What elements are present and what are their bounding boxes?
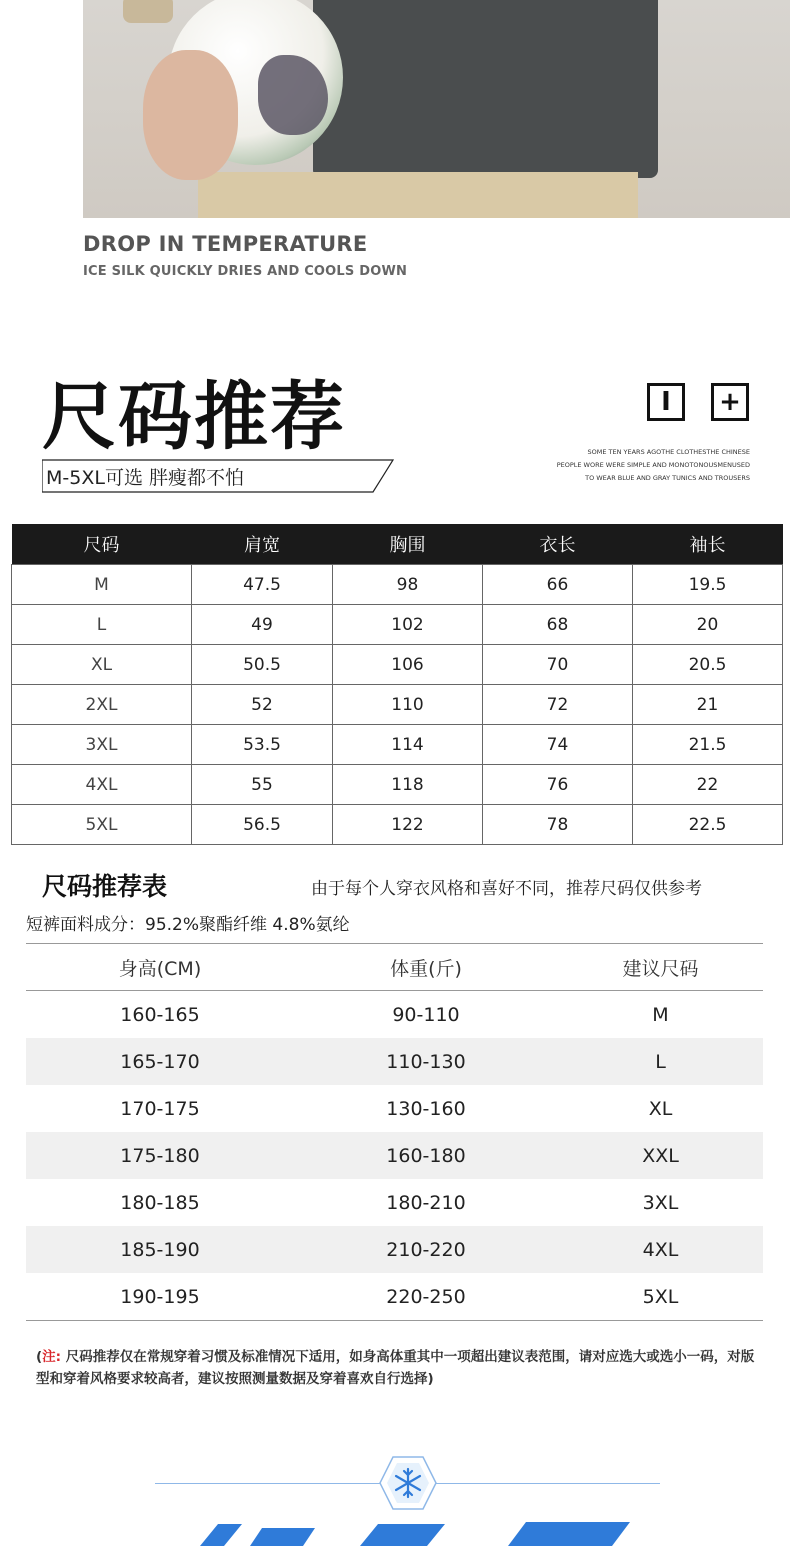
cell-weight: 210-220 xyxy=(294,1226,558,1273)
header-size: 尺码 xyxy=(12,524,192,565)
pants-shape xyxy=(198,172,638,218)
cell-length: 72 xyxy=(483,685,633,725)
cell-shoulder: 49 xyxy=(192,605,333,645)
cell-size: 4XL xyxy=(12,765,192,805)
cell-shoulder: 53.5 xyxy=(192,725,333,765)
cell-suggested-size: XXL xyxy=(558,1132,763,1179)
table-row xyxy=(12,565,783,605)
cell-length: 78 xyxy=(483,805,633,845)
cell-weight: 130-160 xyxy=(386,1097,466,1120)
cell-chest: 110 xyxy=(333,685,483,725)
tagline-text: M-5XL可选 胖瘦都不怕 xyxy=(46,467,244,489)
cell-height: 160-165 xyxy=(120,1003,200,1026)
table-row xyxy=(26,1038,763,1085)
cell-length: 70 xyxy=(483,645,633,685)
cell-sleeve: 20.5 xyxy=(633,645,783,685)
tagline-box xyxy=(42,459,392,491)
header-shoulder: 肩宽 xyxy=(192,524,333,565)
cell-height: 175-180 xyxy=(26,1132,294,1179)
table-row xyxy=(26,1085,763,1132)
cell-chest: 98 xyxy=(333,565,483,605)
cell-size: M xyxy=(12,565,192,605)
table-row xyxy=(12,685,783,725)
cell-size: XL xyxy=(12,645,192,685)
size-table-header xyxy=(12,524,783,565)
cell-sleeve: 21.5 xyxy=(633,725,783,765)
table-row xyxy=(12,605,783,645)
en-note-line: SOME TEN YEARS AGOTHE CLOTHESTHE CHINESE xyxy=(587,448,750,456)
cell-height: 170-175 xyxy=(120,1097,200,1120)
cell-size: 5XL xyxy=(12,805,192,845)
cell-suggested-size: L xyxy=(558,1038,763,1085)
cell-chest: 102 xyxy=(333,605,483,645)
cell-suggested-size: 3XL xyxy=(642,1191,679,1214)
header-height: 身高(CM) xyxy=(26,944,294,991)
product-photo xyxy=(83,0,790,218)
table-row xyxy=(26,991,763,1039)
cell-shoulder: 55 xyxy=(192,765,333,805)
cell-suggested-size: M xyxy=(652,1003,669,1026)
plus-icon: + xyxy=(711,383,749,421)
cell-chest: 114 xyxy=(333,725,483,765)
cell-shoulder: 50.5 xyxy=(192,645,333,685)
table-row xyxy=(12,645,783,685)
cell-suggested-size: XL xyxy=(648,1097,673,1120)
recommend-note: 由于每个人穿衣风格和喜好不同，推荐尺码仅供参考 xyxy=(311,879,702,899)
header-chest: 胸围 xyxy=(333,524,483,565)
hand-shape xyxy=(143,50,238,180)
size-notice xyxy=(36,1346,756,1390)
shirt-shape xyxy=(313,0,658,178)
en-note-line: PEOPLE WORE WERE SIMPLE AND MONOTONOUSMENUSED xyxy=(556,461,750,469)
cell-weight: 220-250 xyxy=(294,1273,558,1321)
en-note-line: TO WEAR BLUE AND GRAY TUNICS AND TROUSERS xyxy=(585,474,750,482)
cell-sleeve: 21 xyxy=(633,685,783,725)
cell-length: 74 xyxy=(483,725,633,765)
cell-sleeve: 22 xyxy=(633,765,783,805)
cell-size: 3XL xyxy=(12,725,192,765)
table-row xyxy=(12,765,783,805)
header-weight: 体重(斤) xyxy=(294,944,558,991)
cell-chest: 122 xyxy=(333,805,483,845)
cell-suggested-size: 5XL xyxy=(558,1273,763,1321)
notice-label: 注: xyxy=(42,1349,62,1365)
cell-sleeve: 22.5 xyxy=(633,805,783,845)
cell-shoulder: 47.5 xyxy=(192,565,333,605)
cell-height: 180-185 xyxy=(120,1191,200,1214)
recommend-table xyxy=(26,943,763,1321)
cell-length: 68 xyxy=(483,605,633,645)
table-row xyxy=(26,1226,763,1273)
table-row xyxy=(26,1132,763,1179)
snowflake-icon xyxy=(378,1455,438,1511)
table-row xyxy=(12,805,783,845)
cell-height: 190-195 xyxy=(26,1273,294,1321)
cell-weight: 160-180 xyxy=(294,1132,558,1179)
cell-weight: 90-110 xyxy=(392,1003,460,1026)
cell-length: 76 xyxy=(483,765,633,805)
size-table xyxy=(11,524,783,845)
cell-suggested-size: 4XL xyxy=(558,1226,763,1273)
cell-chest: 106 xyxy=(333,645,483,685)
table-row xyxy=(26,1273,763,1321)
fabric-composition: 短裤面料成分：95.2%聚酯纤维 4.8%氨纶 xyxy=(26,915,350,935)
table-row xyxy=(26,1179,763,1226)
notice-open-paren: ( xyxy=(36,1349,43,1365)
table-row xyxy=(12,725,783,765)
notice-text: 尺码推荐仅在常规穿着习惯及标准情况下适用，如身高体重其中一项超出建议表范围，请对应选大或选小一码，对版型和穿着风格要求较高者，建议按照测量数据及穿着喜欢自行选择) xyxy=(36,1349,755,1387)
cell-shoulder: 56.5 xyxy=(192,805,333,845)
header-length: 衣长 xyxy=(483,524,633,565)
size-section-title: 尺码推荐 xyxy=(42,374,346,460)
cell-chest: 118 xyxy=(333,765,483,805)
recommend-title: 尺码推荐表 xyxy=(42,872,168,901)
minus-icon: I xyxy=(647,383,685,421)
header-suggested-size: 建议尺码 xyxy=(558,944,763,991)
hero-title: DROP IN TEMPERATURE xyxy=(83,232,368,256)
header-sleeve: 袖长 xyxy=(633,524,783,565)
cell-size: L xyxy=(12,605,192,645)
cell-length: 66 xyxy=(483,565,633,605)
recommend-table-header xyxy=(26,944,763,991)
cell-shoulder: 52 xyxy=(192,685,333,725)
cell-size: 2XL xyxy=(12,685,192,725)
cell-weight: 180-210 xyxy=(386,1191,466,1214)
cell-weight: 110-130 xyxy=(294,1038,558,1085)
cell-sleeve: 19.5 xyxy=(633,565,783,605)
cell-height: 185-190 xyxy=(26,1226,294,1273)
cell-height: 165-170 xyxy=(26,1038,294,1085)
watch-shape xyxy=(123,0,173,23)
cell-sleeve: 20 xyxy=(633,605,783,645)
cropped-banner-graphic xyxy=(190,1518,640,1546)
hero-subtitle: ICE SILK QUICKLY DRIES AND COOLS DOWN xyxy=(83,264,408,279)
